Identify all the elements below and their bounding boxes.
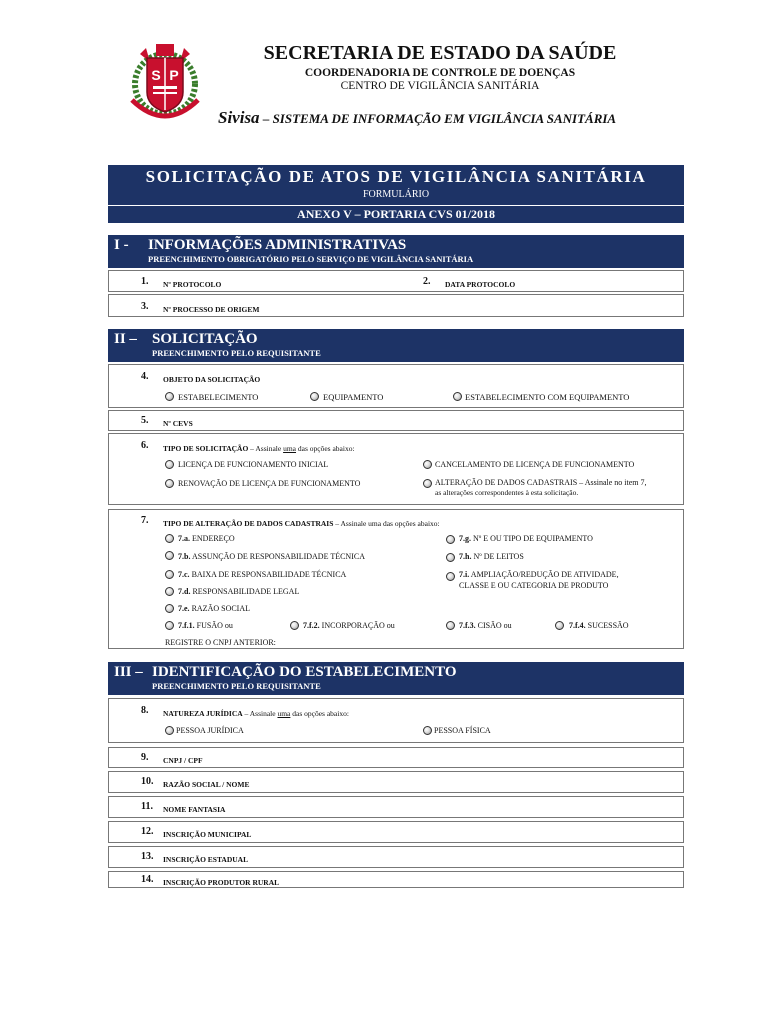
option-7f3 [459,621,512,630]
option-7f2 [303,621,395,630]
anexo-bar: ANEXO V – PORTARIA CVS 01/2018 [108,206,684,223]
option-7f2-label: INCORPORAÇÃO ou [319,621,395,630]
seal-letter-s: S [151,67,161,83]
radio-7e[interactable] [165,604,174,613]
field-4-number: 4. [141,371,149,382]
radio-estabelecimento-com-equipamento[interactable] [453,392,462,401]
section-3-subtitle: PREENCHIMENTO PELO REQUISITANTE [152,681,321,691]
field-6-heading [163,444,355,453]
radio-7g[interactable] [446,535,455,544]
form-subtitle: FORMULÁRIO [362,189,430,200]
field-4-label: OBJETO DA SOLICITAÇÃO [163,375,261,384]
field-8-number: 8. [141,705,149,716]
field-5-number: 5. [141,415,149,426]
field-3-label: Nº PROCESSO DE ORIGEM [163,305,260,314]
radio-7c[interactable] [165,570,174,579]
option-7f3-label: CISÃO ou [475,621,512,630]
option-7e-label: RAZÃO SOCIAL [189,604,251,613]
field-6-hint-pre: – Assinale [248,444,284,453]
option-pessoa-juridica: PESSOA JURÍDICA [176,726,244,735]
field-6-label: TIPO DE SOLICITAÇÃO [163,444,249,453]
sao-paulo-coat-of-arms-icon [120,40,210,128]
option-alteracao-dados: ALTERAÇÃO DE DADOS CADASTRAIS – Assinale no item 7, [435,478,647,487]
section-1-title: INFORMAÇÕES ADMINISTRATIVAS [148,237,407,253]
option-equipamento: EQUIPAMENTO [323,392,384,402]
field-box-inscricao-produtor-rural[interactable] [108,871,684,888]
field-box-nome-fantasia[interactable] [108,796,684,818]
radio-7i[interactable] [446,572,455,581]
radio-pessoa-fisica[interactable] [423,726,432,735]
option-7i [459,570,619,579]
field-14-number: 14. [141,874,154,885]
option-7f2-code: 7.f.2. [303,621,320,630]
field-6-number: 6. [141,440,149,451]
field-11-number: 11. [141,801,153,812]
field-box-objeto [108,364,684,408]
field-6-hint-uma: uma [283,444,297,453]
option-7f1-code: 7.f.1. [178,621,195,630]
radio-licenca-inicial[interactable] [165,460,174,469]
radio-7h[interactable] [446,553,455,562]
option-7g-label: Nº E OU TIPO DE EQUIPAMENTO [471,534,593,543]
option-7h-code: 7.h. [459,552,472,561]
field-box-razao-social[interactable] [108,771,684,793]
field-8-hint-uma: uma [277,709,291,718]
field-2-number: 2. [423,276,431,287]
option-7g-code: 7.g. [459,534,471,543]
sivisa-description: – SISTEMA DE INFORMAÇÃO EM VIGILÂNCIA SANITÁRIA [259,111,617,126]
field-box-tipo-solicitacao [108,433,684,505]
radio-estabelecimento[interactable] [165,392,174,401]
option-estabelecimento-com-equipamento: ESTABELECIMENTO COM EQUIPAMENTO [465,392,630,402]
option-7d-code: 7.d. [178,587,191,596]
field-5-label: Nº CEVS [163,419,193,428]
field-8-hint-pre: – Assinale [242,709,278,718]
sivisa-heading [218,108,678,128]
option-7f4 [569,621,629,630]
field-2-label: DATA PROTOCOLO [445,280,516,289]
field-1-label: Nº PROTOCOLO [163,280,222,289]
radio-7d[interactable] [165,587,174,596]
section-2-header [108,329,684,362]
field-7-number: 7. [141,515,149,526]
field-box-protocolo[interactable] [108,270,684,292]
option-7i-line2: CLASSE E OU CATEGORIA DE PRODUTO [459,581,609,590]
field-box-natureza-juridica [108,698,684,743]
option-7d-label: RESPONSABILIDADE LEGAL [190,587,300,596]
field-10-number: 10. [141,776,154,787]
radio-equipamento[interactable] [310,392,319,401]
option-7f1-label: FUSÃO ou [194,621,233,630]
option-7a-code: 7.a. [178,534,190,543]
radio-7b[interactable] [165,551,174,560]
option-7f3-code: 7.f.3. [459,621,476,630]
section-1-subtitle: PREENCHIMENTO OBRIGATÓRIO PELO SERVIÇO DE VIGILÂNCIA SANITÁRIA [148,254,474,264]
option-alteracao-dados-note: as alterações correspondentes à esta solicitação. [435,488,579,497]
option-7f1 [178,621,233,630]
section-3-number: III – [114,664,143,680]
field-13-number: 13. [141,851,154,862]
option-7c [178,570,346,579]
field-14-label: INSCRIÇÃO PRODUTOR RURAL [163,878,280,887]
section-2-subtitle: PREENCHIMENTO PELO REQUISITANTE [152,348,321,358]
field-13-label: INSCRIÇÃO ESTADUAL [163,855,249,864]
option-pessoa-fisica: PESSOA FÍSICA [434,726,491,735]
field-11-label: NOME FANTASIA [163,805,226,814]
section-1-number: I - [114,237,129,253]
field-9-label: CNPJ / CPF [163,756,203,765]
option-7c-code: 7.c. [178,570,190,579]
radio-7a[interactable] [165,534,174,543]
option-7b [178,552,365,561]
field-box-tipo-alteracao [108,509,684,649]
field-box-inscricao-municipal[interactable] [108,821,684,843]
field-box-processo-origem[interactable] [108,294,684,317]
form-title: SOLICITAÇÃO DE ATOS DE VIGILÂNCIA SANITÁRIA [145,167,647,186]
section-1-header [108,235,684,268]
section-2-title: SOLICITAÇÃO [152,331,258,347]
option-estabelecimento: ESTABELECIMENTO [178,392,259,402]
field-8-label: NATUREZA JURÍDICA [163,709,243,718]
option-7d [178,587,299,596]
field-6-hint-post: das opções abaixo: [296,444,355,453]
option-7f4-label: SUCESSÃO [585,621,629,630]
option-7a-label: ENDEREÇO [190,534,235,543]
field-7-label: TIPO DE ALTERAÇÃO DE DADOS CADASTRAIS [163,519,334,528]
option-7h [459,552,524,561]
radio-pessoa-juridica[interactable] [165,726,174,735]
option-7e-code: 7.e. [178,604,190,613]
form-banner [108,165,684,205]
section-2-number: II – [114,331,137,347]
field-9-number: 9. [141,752,149,763]
field-box-inscricao-estadual[interactable] [108,846,684,868]
header-subtitle-centro: CENTRO DE VIGILÂNCIA SANITÁRIA [340,80,540,92]
option-7b-code: 7.b. [178,552,191,561]
header-subtitle-coordenadoria: COORDENADORIA DE CONTROLE DE DOENÇAS [304,67,576,79]
option-7a [178,534,235,543]
field-12-number: 12. [141,826,154,837]
option-7e [178,604,250,613]
cnpj-anterior-label: REGISTRE O CNPJ ANTERIOR: [165,638,276,647]
header-title: SECRETARIA DE ESTADO DA SAÚDE [263,42,617,64]
option-renovacao: RENOVAÇÃO DE LICENÇA DE FUNCIONAMENTO [178,479,361,488]
option-cancelamento: CANCELAMENTO DE LICENÇA DE FUNCIONAMENTO [435,460,635,469]
option-7b-label: ASSUNÇÃO DE RESPONSABILIDADE TÉCNICA [190,552,365,561]
option-7i-code: 7.i. [459,570,470,579]
field-12-label: INSCRIÇÃO MUNICIPAL [163,830,252,839]
option-7i-label: AMPLIAÇÃO/REDUÇÃO DE ATIVIDADE, [469,570,619,579]
section-3-title: IDENTIFICAÇÃO DO ESTABELECIMENTO [152,664,457,680]
section-3-header [108,662,684,695]
field-8-heading [163,709,349,718]
radio-cancelamento[interactable] [423,460,432,469]
option-7f4-code: 7.f.4. [569,621,586,630]
radio-renovacao[interactable] [165,479,174,488]
radio-7f2[interactable] [290,621,299,630]
field-3-number: 3. [141,301,149,312]
field-box-cevs[interactable] [108,410,684,431]
field-1-number: 1. [141,276,149,287]
field-7-hint: – Assinale uma das opções abaixo: [333,519,440,528]
radio-7f3[interactable] [446,621,455,630]
radio-7f1[interactable] [165,621,174,630]
radio-alteracao-dados[interactable] [423,479,432,488]
field-10-label: RAZÃO SOCIAL / NOME [163,780,250,789]
field-box-cnpj-cpf[interactable] [108,747,684,768]
seal-letter-p: P [169,67,179,83]
option-7h-label: Nº DE LEITOS [471,552,524,561]
sivisa-name: Sivisa [218,108,260,127]
field-7-heading [163,519,440,528]
option-licenca-inicial: LICENÇA DE FUNCIONAMENTO INICIAL [178,460,329,469]
field-8-hint-post: das opções abaixo: [290,709,349,718]
radio-7f4[interactable] [555,621,564,630]
option-7c-label: BAIXA DE RESPONSABILIDADE TÉCNICA [189,570,347,579]
option-7g [459,534,593,543]
